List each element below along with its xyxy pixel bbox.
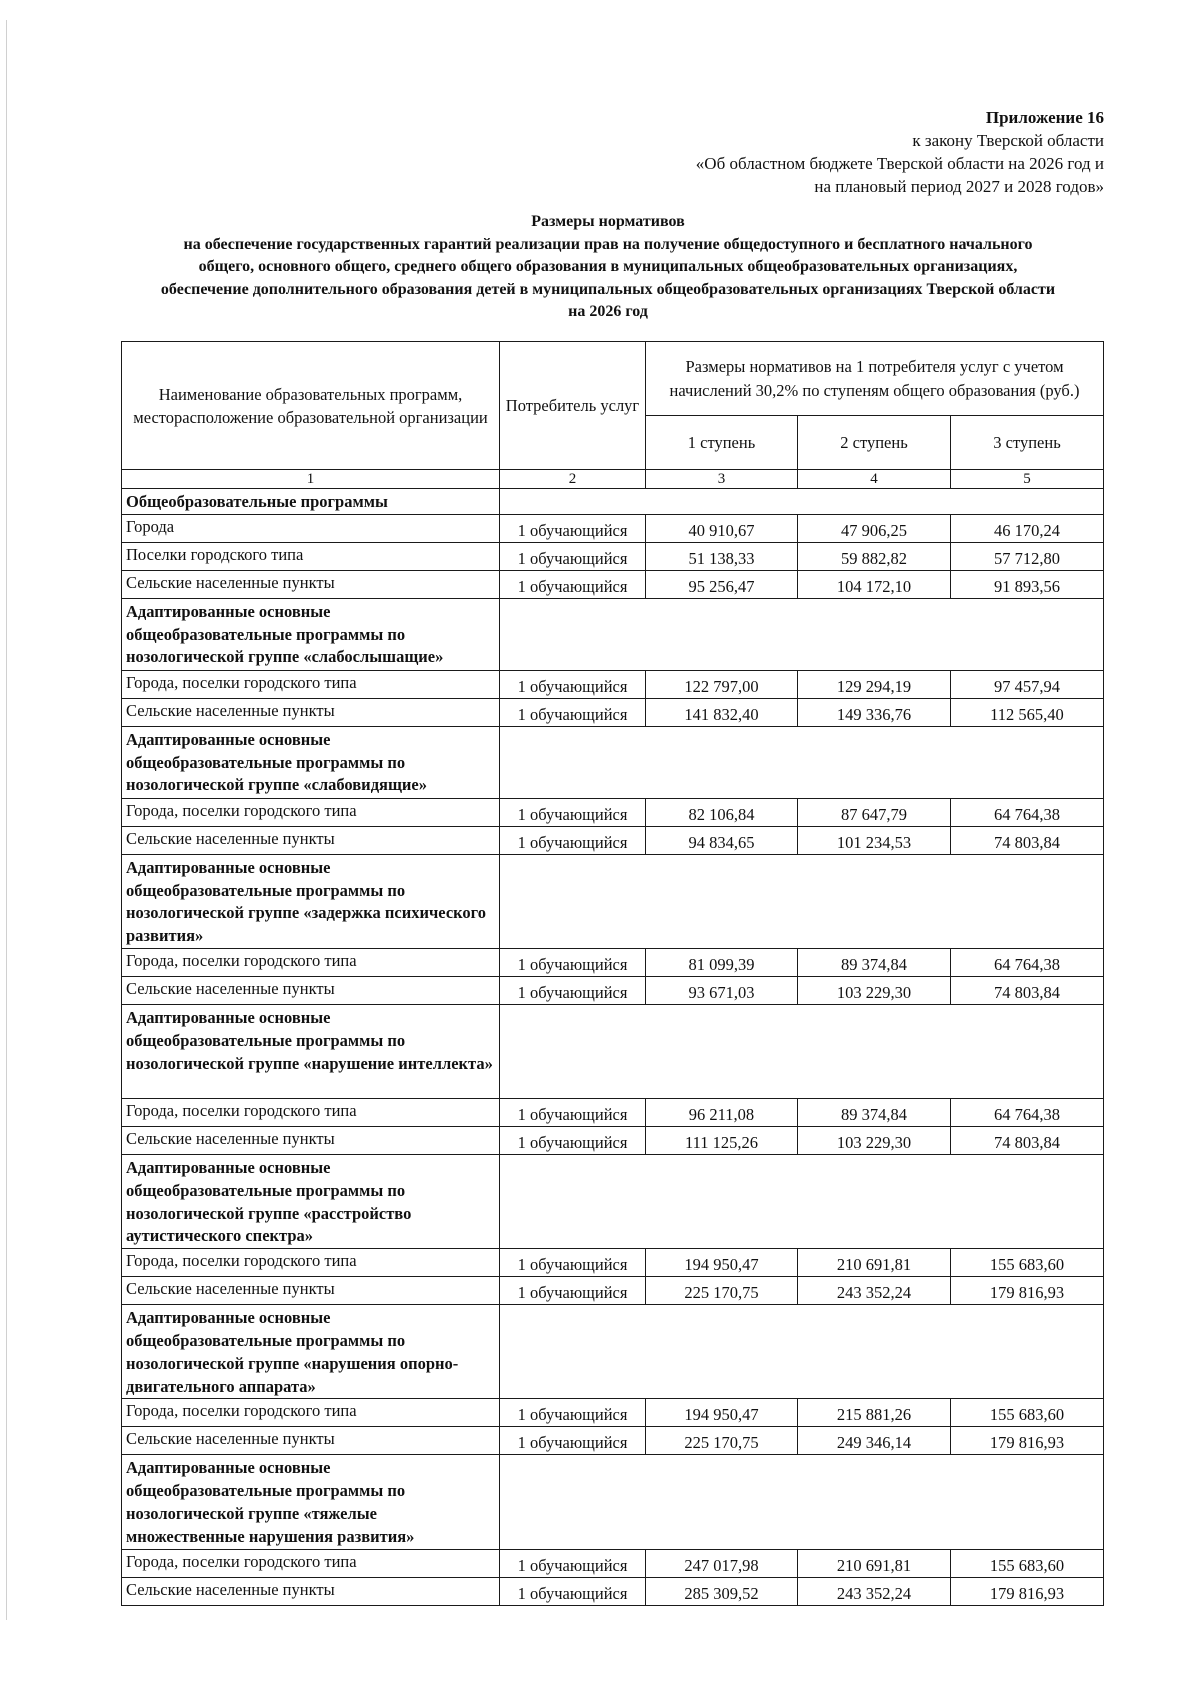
stage-2-value: 89 374,84 [798,1098,951,1126]
stage-2-value: 89 374,84 [798,948,951,976]
settlement-type: Города [122,514,500,542]
section-title: Адаптированные основные общеобразовательные программы по нозологической группе «нарушения опорно-двигательного аппарата» [122,1305,500,1399]
section-header-row [122,854,1104,948]
stage-1-value: 51 138,33 [646,542,798,570]
consumer-cell: 1 обучающийся [500,976,646,1004]
settlement-type: Города, поселки городского типа [122,1249,500,1277]
title-line-5: на 2026 год [568,303,648,320]
annex-number: Приложение 16 [985,108,1104,127]
consumer-cell: 1 обучающийся [500,1399,646,1427]
table-row [122,1577,1104,1605]
stage-3-value: 64 764,38 [951,948,1104,976]
section-empty-cell [500,1154,1104,1248]
settlement-type: Сельские населенные пункты [122,826,500,854]
settlement-type: Сельские населенные пункты [122,976,500,1004]
title-line-4: обеспечение дополнительного образования детей в муниципальных общеобразовательных организациях Тверской области [160,280,1056,298]
stage-2-value: 249 346,14 [798,1427,951,1455]
column-number: 4 [798,470,951,489]
section-empty-cell [500,1455,1104,1549]
stage-1-value: 96 211,08 [646,1098,798,1126]
stage-2-value: 59 882,82 [798,542,951,570]
stage-2-value: 210 691,81 [798,1249,951,1277]
consumer-cell: 1 обучающийся [500,1427,646,1455]
consumer-cell: 1 обучающийся [500,514,646,542]
consumer-cell: 1 обучающийся [500,1549,646,1577]
stage-3-value: 179 816,93 [951,1277,1104,1305]
annex-header [696,106,1104,198]
consumer-cell: 1 обучающийся [500,1098,646,1126]
stage-3-value: 112 565,40 [951,698,1104,726]
section-empty-cell [500,854,1104,948]
stage-3-value: 179 816,93 [951,1427,1104,1455]
stage-1-value: 81 099,39 [646,948,798,976]
section-header-row [122,489,1104,515]
column-number: 5 [951,470,1104,489]
table-row [122,1249,1104,1277]
stage-3-value: 74 803,84 [951,976,1104,1004]
stage-2-value: 243 352,24 [798,1277,951,1305]
section-header-row [122,726,1104,798]
consumer-cell: 1 обучающийся [500,1126,646,1154]
column-number: 3 [646,470,798,489]
consumer-cell: 1 обучающийся [500,542,646,570]
stage-3-value: 64 764,38 [951,798,1104,826]
table-row [122,948,1104,976]
section-title: Адаптированные основные общеобразовательные программы по нозологической группе «нарушение интеллекта» [122,1004,500,1098]
consumer-cell: 1 обучающийся [500,698,646,726]
consumer-cell: 1 обучающийся [500,670,646,698]
header-consumer: Потребитель услуг [500,342,646,470]
consumer-cell: 1 обучающийся [500,1577,646,1605]
stage-2-value: 215 881,26 [798,1399,951,1427]
section-header-row [122,1154,1104,1248]
scan-edge [6,20,7,1620]
stage-2-value: 210 691,81 [798,1549,951,1577]
section-title: Адаптированные основные общеобразовательные программы по нозологической группе «слабослышащие» [122,598,500,670]
stage-3-value: 74 803,84 [951,1126,1104,1154]
stage-1-value: 247 017,98 [646,1549,798,1577]
stage-1-value: 40 910,67 [646,514,798,542]
stage-1-value: 194 950,47 [646,1399,798,1427]
stage-3-value: 155 683,60 [951,1549,1104,1577]
stage-1-value: 141 832,40 [646,698,798,726]
settlement-type: Сельские населенные пункты [122,570,500,598]
section-header-row [122,598,1104,670]
section-empty-cell [500,1004,1104,1098]
stage-1-value: 122 797,00 [646,670,798,698]
section-title: Общеобразовательные программы [122,489,500,515]
stage-2-value: 103 229,30 [798,976,951,1004]
header-program-name: Наименование образовательных программ, месторасположение образовательной организации [122,342,500,470]
annex-line-3: на плановый период 2027 и 2028 годов» [814,177,1104,196]
stage-1-value: 225 170,75 [646,1427,798,1455]
settlement-type: Города, поселки городского типа [122,1549,500,1577]
consumer-cell: 1 обучающийся [500,1249,646,1277]
title-line-1: Размеры нормативов [531,213,685,230]
stage-3-value: 57 712,80 [951,542,1104,570]
stage-2-value: 129 294,19 [798,670,951,698]
stage-1-value: 225 170,75 [646,1277,798,1305]
settlement-type: Сельские населенные пункты [122,1577,500,1605]
section-empty-cell [500,726,1104,798]
column-number: 1 [122,470,500,489]
settlement-type: Города, поселки городского типа [122,798,500,826]
stage-2-value: 149 336,76 [798,698,951,726]
section-header-row [122,1455,1104,1549]
annex-line-2: «Об областном бюджете Тверской области на 2026 год и [695,154,1104,173]
settlement-type: Города, поселки городского типа [122,670,500,698]
norms-table [121,341,1104,1606]
section-empty-cell [500,489,1104,515]
stage-1-value: 93 671,03 [646,976,798,1004]
stage-2-value: 47 906,25 [798,514,951,542]
title-line-2: на обеспечение государственных гарантий реализации прав на получение общедоступного и бесплатного начального [183,235,1033,253]
settlement-type: Города, поселки городского типа [122,1098,500,1126]
section-title: Адаптированные основные общеобразовательные программы по нозологической группе «задержка психического развития» [122,854,500,948]
stage-1-value: 111 125,26 [646,1126,798,1154]
settlement-type: Сельские населенные пункты [122,698,500,726]
header-stage-1: 1 ступень [646,416,798,470]
section-title: Адаптированные основные общеобразовательные программы по нозологической группе «слабовидящие» [122,726,500,798]
table-row [122,698,1104,726]
table-row [122,798,1104,826]
stage-3-value: 155 683,60 [951,1399,1104,1427]
stage-3-value: 46 170,24 [951,514,1104,542]
consumer-cell: 1 обучающийся [500,948,646,976]
stage-1-value: 285 309,52 [646,1577,798,1605]
stage-1-value: 82 106,84 [646,798,798,826]
table-row [122,542,1104,570]
table-row [122,1549,1104,1577]
settlement-type: Города, поселки городского типа [122,1399,500,1427]
table-row [122,1427,1104,1455]
settlement-type: Сельские населенные пункты [122,1427,500,1455]
settlement-type: Сельские населенные пункты [122,1126,500,1154]
document-title [110,211,1106,324]
stage-2-value: 243 352,24 [798,1577,951,1605]
consumer-cell: 1 обучающийся [500,798,646,826]
table-row [122,826,1104,854]
header-stage-3: 3 ступень [951,416,1104,470]
settlement-type: Поселки городского типа [122,542,500,570]
stage-3-value: 179 816,93 [951,1577,1104,1605]
table-body [122,489,1104,1606]
settlement-type: Города, поселки городского типа [122,948,500,976]
stage-2-value: 103 229,30 [798,1126,951,1154]
section-title: Адаптированные основные общеобразовательные программы по нозологической группе «расстройство аутистического спектра» [122,1154,500,1248]
table-row [122,670,1104,698]
section-empty-cell [500,1305,1104,1399]
section-header-row [122,1004,1104,1098]
table-row [122,570,1104,598]
stage-3-value: 97 457,94 [951,670,1104,698]
stage-1-value: 194 950,47 [646,1249,798,1277]
stage-1-value: 94 834,65 [646,826,798,854]
table-row [122,976,1104,1004]
annex-line-1: к закону Тверской области [912,131,1104,150]
section-header-row [122,1305,1104,1399]
stage-3-value: 74 803,84 [951,826,1104,854]
table-row [122,1399,1104,1427]
table-row [122,1126,1104,1154]
stage-3-value: 91 893,56 [951,570,1104,598]
table-row [122,514,1104,542]
consumer-cell: 1 обучающийся [500,826,646,854]
settlement-type: Сельские населенные пункты [122,1277,500,1305]
header-stage-2: 2 ступень [798,416,951,470]
table-row [122,1277,1104,1305]
stage-2-value: 101 234,53 [798,826,951,854]
consumer-cell: 1 обучающийся [500,1277,646,1305]
section-empty-cell [500,598,1104,670]
table-row [122,1098,1104,1126]
title-line-3: общего, основного общего, среднего общего образования в муниципальных общеобразовательных организациях, [198,258,1018,275]
stage-3-value: 64 764,38 [951,1098,1104,1126]
section-title: Адаптированные основные общеобразовательные программы по нозологической группе «тяжелые множественные нарушения развития» [122,1455,500,1549]
column-number: 2 [500,470,646,489]
stage-1-value: 95 256,47 [646,570,798,598]
consumer-cell: 1 обучающийся [500,570,646,598]
stage-2-value: 87 647,79 [798,798,951,826]
header-norm-sizes: Размеры нормативов на 1 потребителя услуг с учетом начислений 30,2% по ступеням общего образования (руб.) [646,342,1104,416]
stage-2-value: 104 172,10 [798,570,951,598]
stage-3-value: 155 683,60 [951,1249,1104,1277]
